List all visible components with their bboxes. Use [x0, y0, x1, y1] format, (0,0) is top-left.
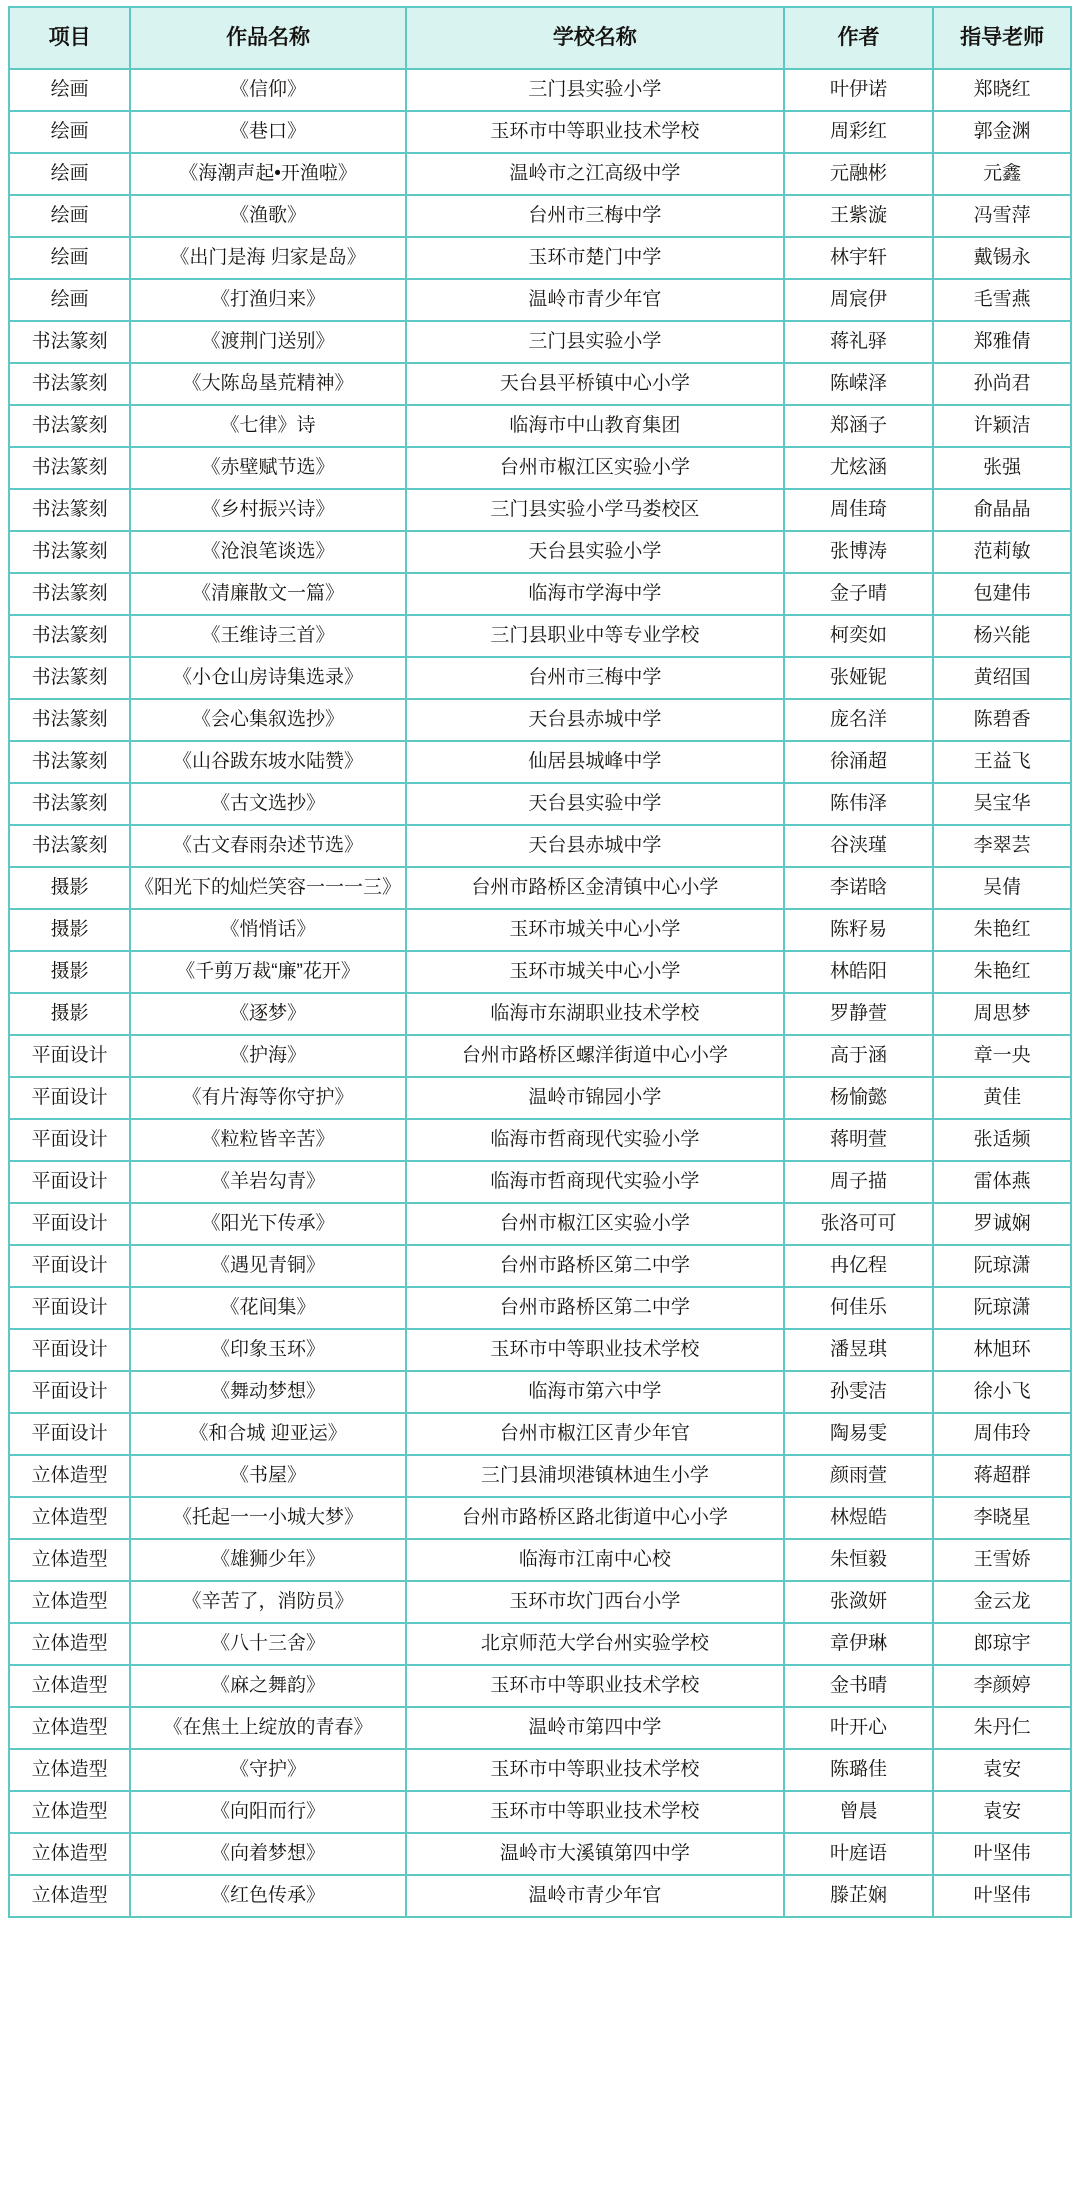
cell-work-title: 《羊岩勾青》 [130, 1161, 405, 1203]
table-row [9, 1875, 1071, 1917]
cell-project: 书法篆刻 [9, 405, 130, 447]
cell-author: 元融彬 [784, 153, 933, 195]
cell-author: 孙雯洁 [784, 1371, 933, 1413]
table-row [9, 321, 1071, 363]
table-row [9, 1455, 1071, 1497]
table-row [9, 237, 1071, 279]
cell-teacher: 袁安 [933, 1791, 1071, 1833]
table-row [9, 993, 1071, 1035]
cell-work-title: 《出门是海 归家是岛》 [130, 237, 405, 279]
cell-author: 蒋明萱 [784, 1119, 933, 1161]
table-row [9, 279, 1071, 321]
cell-school: 玉环市中等职业技术学校 [406, 1791, 784, 1833]
cell-teacher: 朱艳红 [933, 951, 1071, 993]
cell-project: 书法篆刻 [9, 363, 130, 405]
table-row [9, 69, 1071, 111]
cell-author: 陶易雯 [784, 1413, 933, 1455]
cell-teacher: 章一央 [933, 1035, 1071, 1077]
cell-work-title: 《沧浪笔谈选》 [130, 531, 405, 573]
cell-project: 书法篆刻 [9, 531, 130, 573]
cell-teacher: 阮琼潇 [933, 1287, 1071, 1329]
cell-project: 绘画 [9, 195, 130, 237]
cell-work-title: 《阳光下的灿烂笑容一一一三》 [130, 867, 405, 909]
cell-school: 三门县实验小学 [406, 69, 784, 111]
cell-school: 三门县实验小学 [406, 321, 784, 363]
table-row [9, 951, 1071, 993]
cell-project: 摄影 [9, 867, 130, 909]
cell-teacher: 蒋超群 [933, 1455, 1071, 1497]
cell-project: 书法篆刻 [9, 825, 130, 867]
cell-teacher: 元鑫 [933, 153, 1071, 195]
cell-school: 台州市三梅中学 [406, 657, 784, 699]
cell-teacher: 阮琼潇 [933, 1245, 1071, 1287]
cell-author: 陈籽易 [784, 909, 933, 951]
cell-teacher: 吴倩 [933, 867, 1071, 909]
cell-work-title: 《古文选抄》 [130, 783, 405, 825]
cell-project: 平面设计 [9, 1077, 130, 1119]
table-row [9, 573, 1071, 615]
cell-school: 临海市第六中学 [406, 1371, 784, 1413]
cell-author: 陈璐佳 [784, 1749, 933, 1791]
cell-project: 绘画 [9, 69, 130, 111]
cell-work-title: 《会心集叙选抄》 [130, 699, 405, 741]
cell-author: 林煜皓 [784, 1497, 933, 1539]
cell-author: 柯奕如 [784, 615, 933, 657]
table-row [9, 825, 1071, 867]
cell-teacher: 黄佳 [933, 1077, 1071, 1119]
cell-project: 立体造型 [9, 1749, 130, 1791]
cell-author: 张洛可可 [784, 1203, 933, 1245]
cell-work-title: 《信仰》 [130, 69, 405, 111]
cell-work-title: 《和合城 迎亚运》 [130, 1413, 405, 1455]
cell-teacher: 俞晶晶 [933, 489, 1071, 531]
cell-author: 章伊琳 [784, 1623, 933, 1665]
cell-school: 仙居县城峰中学 [406, 741, 784, 783]
cell-school: 温岭市锦园小学 [406, 1077, 784, 1119]
cell-author: 朱恒毅 [784, 1539, 933, 1581]
cell-project: 绘画 [9, 279, 130, 321]
table-row [9, 1707, 1071, 1749]
cell-author: 叶庭语 [784, 1833, 933, 1875]
table-row [9, 1371, 1071, 1413]
cell-school: 台州市三梅中学 [406, 195, 784, 237]
cell-project: 平面设计 [9, 1245, 130, 1287]
cell-school: 天台县平桥镇中心小学 [406, 363, 784, 405]
cell-work-title: 《守护》 [130, 1749, 405, 1791]
table-row [9, 1329, 1071, 1371]
cell-teacher: 李翠芸 [933, 825, 1071, 867]
cell-author: 颜雨萱 [784, 1455, 933, 1497]
cell-work-title: 《花间集》 [130, 1287, 405, 1329]
cell-school: 玉环市坎门西台小学 [406, 1581, 784, 1623]
table-row [9, 111, 1071, 153]
table-row [9, 1665, 1071, 1707]
table-row [9, 615, 1071, 657]
cell-work-title: 《七律》诗 [130, 405, 405, 447]
cell-work-title: 《阳光下传承》 [130, 1203, 405, 1245]
cell-school: 三门县职业中等专业学校 [406, 615, 784, 657]
cell-teacher: 王益飞 [933, 741, 1071, 783]
cell-school: 玉环市城关中心小学 [406, 909, 784, 951]
cell-project: 平面设计 [9, 1287, 130, 1329]
table-row [9, 1245, 1071, 1287]
cell-work-title: 《巷口》 [130, 111, 405, 153]
cell-teacher: 张强 [933, 447, 1071, 489]
cell-author: 林皓阳 [784, 951, 933, 993]
cell-project: 书法篆刻 [9, 573, 130, 615]
cell-school: 临海市哲商现代实验小学 [406, 1119, 784, 1161]
cell-school: 三门县浦坝港镇林迪生小学 [406, 1455, 784, 1497]
cell-school: 台州市椒江区青少年官 [406, 1413, 784, 1455]
cell-work-title: 《八十三舍》 [130, 1623, 405, 1665]
column-header-school: 学校名称 [406, 7, 784, 69]
cell-work-title: 《悄悄话》 [130, 909, 405, 951]
cell-author: 周宸伊 [784, 279, 933, 321]
table-row [9, 1077, 1071, 1119]
cell-teacher: 周伟玲 [933, 1413, 1071, 1455]
cell-teacher: 叶坚伟 [933, 1833, 1071, 1875]
cell-project: 平面设计 [9, 1329, 130, 1371]
cell-project: 书法篆刻 [9, 699, 130, 741]
cell-project: 立体造型 [9, 1707, 130, 1749]
cell-school: 玉环市城关中心小学 [406, 951, 784, 993]
table-row [9, 405, 1071, 447]
cell-author: 曾晨 [784, 1791, 933, 1833]
table-row [9, 909, 1071, 951]
cell-author: 滕芷娴 [784, 1875, 933, 1917]
table-row [9, 363, 1071, 405]
cell-author: 张潋妍 [784, 1581, 933, 1623]
cell-school: 临海市江南中心校 [406, 1539, 784, 1581]
cell-project: 立体造型 [9, 1623, 130, 1665]
cell-teacher: 吴宝华 [933, 783, 1071, 825]
cell-work-title: 《红色传承》 [130, 1875, 405, 1917]
cell-author: 陈嵘泽 [784, 363, 933, 405]
cell-school: 温岭市之江高级中学 [406, 153, 784, 195]
cell-work-title: 《清廉散文一篇》 [130, 573, 405, 615]
cell-work-title: 《辛苦了，消防员》 [130, 1581, 405, 1623]
cell-project: 绘画 [9, 153, 130, 195]
cell-school: 玉环市中等职业技术学校 [406, 1665, 784, 1707]
table-row [9, 867, 1071, 909]
cell-work-title: 《向着梦想》 [130, 1833, 405, 1875]
cell-school: 天台县实验小学 [406, 531, 784, 573]
cell-author: 冉亿程 [784, 1245, 933, 1287]
cell-author: 金书晴 [784, 1665, 933, 1707]
cell-work-title: 《赤壁赋节选》 [130, 447, 405, 489]
cell-work-title: 《小仓山房诗集选录》 [130, 657, 405, 699]
cell-author: 庞名洋 [784, 699, 933, 741]
cell-teacher: 孙尚君 [933, 363, 1071, 405]
table-row [9, 699, 1071, 741]
cell-project: 摄影 [9, 951, 130, 993]
cell-project: 平面设计 [9, 1371, 130, 1413]
cell-project: 平面设计 [9, 1119, 130, 1161]
cell-teacher: 冯雪萍 [933, 195, 1071, 237]
cell-school: 温岭市青少年官 [406, 279, 784, 321]
cell-work-title: 《大陈岛垦荒精神》 [130, 363, 405, 405]
cell-teacher: 张适频 [933, 1119, 1071, 1161]
table-header [9, 7, 1071, 69]
table-row [9, 1119, 1071, 1161]
table-row [9, 1623, 1071, 1665]
column-header-teacher: 指导老师 [933, 7, 1071, 69]
cell-work-title: 《古文春雨杂述节选》 [130, 825, 405, 867]
cell-project: 立体造型 [9, 1875, 130, 1917]
cell-school: 三门县实验小学马娄校区 [406, 489, 784, 531]
cell-project: 绘画 [9, 111, 130, 153]
cell-work-title: 《千剪万裁“廉”花开》 [130, 951, 405, 993]
table-row [9, 1749, 1071, 1791]
table-row [9, 657, 1071, 699]
cell-teacher: 郭金渊 [933, 111, 1071, 153]
cell-author: 叶伊诺 [784, 69, 933, 111]
cell-school: 温岭市青少年官 [406, 1875, 784, 1917]
cell-school: 台州市路桥区第二中学 [406, 1287, 784, 1329]
table-row [9, 153, 1071, 195]
cell-author: 尤炫涵 [784, 447, 933, 489]
cell-author: 罗静萱 [784, 993, 933, 1035]
cell-project: 立体造型 [9, 1497, 130, 1539]
cell-project: 书法篆刻 [9, 783, 130, 825]
cell-author: 何佳乐 [784, 1287, 933, 1329]
table-row [9, 1035, 1071, 1077]
cell-author: 周佳琦 [784, 489, 933, 531]
cell-teacher: 李颜婷 [933, 1665, 1071, 1707]
cell-teacher: 袁安 [933, 1749, 1071, 1791]
cell-project: 平面设计 [9, 1203, 130, 1245]
cell-teacher: 雷体燕 [933, 1161, 1071, 1203]
cell-work-title: 《乡村振兴诗》 [130, 489, 405, 531]
cell-work-title: 《书屋》 [130, 1455, 405, 1497]
award-list-table [8, 6, 1072, 1918]
cell-work-title: 《山谷跋东坡水陆赞》 [130, 741, 405, 783]
table-row [9, 1413, 1071, 1455]
cell-author: 王紫漩 [784, 195, 933, 237]
cell-project: 书法篆刻 [9, 741, 130, 783]
cell-work-title: 《舞动梦想》 [130, 1371, 405, 1413]
cell-school: 临海市中山教育集团 [406, 405, 784, 447]
table-row [9, 741, 1071, 783]
cell-school: 台州市路桥区路北街道中心小学 [406, 1497, 784, 1539]
table-row [9, 1833, 1071, 1875]
cell-work-title: 《在焦土上绽放的青春》 [130, 1707, 405, 1749]
cell-author: 杨愉懿 [784, 1077, 933, 1119]
cell-teacher: 李晓星 [933, 1497, 1071, 1539]
cell-school: 天台县实验中学 [406, 783, 784, 825]
table-row [9, 783, 1071, 825]
cell-teacher: 许颖洁 [933, 405, 1071, 447]
table-row [9, 1581, 1071, 1623]
cell-author: 张娅铌 [784, 657, 933, 699]
cell-project: 平面设计 [9, 1413, 130, 1455]
cell-work-title: 《粒粒皆辛苦》 [130, 1119, 405, 1161]
cell-project: 书法篆刻 [9, 489, 130, 531]
cell-project: 平面设计 [9, 1161, 130, 1203]
cell-author: 潘昱琪 [784, 1329, 933, 1371]
cell-teacher: 郑雅倩 [933, 321, 1071, 363]
cell-teacher: 徐小飞 [933, 1371, 1071, 1413]
table-row [9, 531, 1071, 573]
cell-school: 温岭市第四中学 [406, 1707, 784, 1749]
cell-project: 摄影 [9, 909, 130, 951]
cell-school: 临海市学海中学 [406, 573, 784, 615]
cell-project: 平面设计 [9, 1035, 130, 1077]
cell-teacher: 陈碧香 [933, 699, 1071, 741]
cell-author: 李诺晗 [784, 867, 933, 909]
table-row [9, 1497, 1071, 1539]
cell-work-title: 《海潮声起•开渔啦》 [130, 153, 405, 195]
column-header-work-title: 作品名称 [130, 7, 405, 69]
cell-project: 立体造型 [9, 1665, 130, 1707]
cell-project: 书法篆刻 [9, 657, 130, 699]
cell-project: 立体造型 [9, 1455, 130, 1497]
cell-author: 叶开心 [784, 1707, 933, 1749]
cell-work-title: 《雄狮少年》 [130, 1539, 405, 1581]
cell-school: 台州市路桥区金清镇中心小学 [406, 867, 784, 909]
table-row [9, 489, 1071, 531]
cell-school: 台州市椒江区实验小学 [406, 447, 784, 489]
cell-school: 临海市哲商现代实验小学 [406, 1161, 784, 1203]
table-row [9, 447, 1071, 489]
cell-work-title: 《护海》 [130, 1035, 405, 1077]
cell-teacher: 周思梦 [933, 993, 1071, 1035]
cell-project: 书法篆刻 [9, 321, 130, 363]
cell-school: 台州市路桥区第二中学 [406, 1245, 784, 1287]
cell-author: 谷浃瑾 [784, 825, 933, 867]
cell-teacher: 范莉敏 [933, 531, 1071, 573]
cell-work-title: 《托起一一小城大梦》 [130, 1497, 405, 1539]
cell-project: 立体造型 [9, 1833, 130, 1875]
cell-teacher: 包建伟 [933, 573, 1071, 615]
cell-work-title: 《渔歌》 [130, 195, 405, 237]
cell-work-title: 《麻之舞韵》 [130, 1665, 405, 1707]
cell-project: 立体造型 [9, 1581, 130, 1623]
cell-work-title: 《印象玉环》 [130, 1329, 405, 1371]
cell-author: 周子描 [784, 1161, 933, 1203]
cell-project: 绘画 [9, 237, 130, 279]
table-row [9, 1791, 1071, 1833]
cell-work-title: 《渡荆门送别》 [130, 321, 405, 363]
cell-work-title: 《遇见青铜》 [130, 1245, 405, 1287]
table-row [9, 1287, 1071, 1329]
cell-work-title: 《打渔归来》 [130, 279, 405, 321]
cell-author: 高于涵 [784, 1035, 933, 1077]
table-header-row [9, 7, 1071, 69]
cell-author: 林宇轩 [784, 237, 933, 279]
cell-teacher: 叶坚伟 [933, 1875, 1071, 1917]
cell-project: 立体造型 [9, 1539, 130, 1581]
cell-school: 台州市路桥区螺洋街道中心小学 [406, 1035, 784, 1077]
cell-author: 徐涌超 [784, 741, 933, 783]
cell-teacher: 毛雪燕 [933, 279, 1071, 321]
cell-work-title: 《王维诗三首》 [130, 615, 405, 657]
cell-project: 书法篆刻 [9, 447, 130, 489]
table-row [9, 1203, 1071, 1245]
cell-school: 临海市东湖职业技术学校 [406, 993, 784, 1035]
cell-teacher: 林旭环 [933, 1329, 1071, 1371]
column-header-project: 项目 [9, 7, 130, 69]
cell-author: 周彩红 [784, 111, 933, 153]
cell-project: 立体造型 [9, 1791, 130, 1833]
cell-school: 玉环市中等职业技术学校 [406, 111, 784, 153]
cell-teacher: 郎琼宇 [933, 1623, 1071, 1665]
cell-author: 陈伟泽 [784, 783, 933, 825]
cell-school: 天台县赤城中学 [406, 699, 784, 741]
cell-school: 北京师范大学台州实验学校 [406, 1623, 784, 1665]
cell-school: 玉环市中等职业技术学校 [406, 1329, 784, 1371]
cell-work-title: 《向阳而行》 [130, 1791, 405, 1833]
cell-teacher: 朱艳红 [933, 909, 1071, 951]
cell-project: 书法篆刻 [9, 615, 130, 657]
table-body [9, 69, 1071, 1917]
cell-school: 玉环市中等职业技术学校 [406, 1749, 784, 1791]
table-row [9, 1539, 1071, 1581]
cell-school: 温岭市大溪镇第四中学 [406, 1833, 784, 1875]
cell-project: 摄影 [9, 993, 130, 1035]
cell-author: 金子晴 [784, 573, 933, 615]
cell-teacher: 王雪娇 [933, 1539, 1071, 1581]
table-row [9, 195, 1071, 237]
cell-teacher: 罗诚娴 [933, 1203, 1071, 1245]
cell-teacher: 黄绍国 [933, 657, 1071, 699]
cell-school: 台州市椒江区实验小学 [406, 1203, 784, 1245]
table-row [9, 1161, 1071, 1203]
cell-work-title: 《有片海等你守护》 [130, 1077, 405, 1119]
cell-author: 郑涵子 [784, 405, 933, 447]
cell-teacher: 金云龙 [933, 1581, 1071, 1623]
cell-school: 天台县赤城中学 [406, 825, 784, 867]
cell-school: 玉环市楚门中学 [406, 237, 784, 279]
cell-author: 张博涛 [784, 531, 933, 573]
cell-teacher: 戴锡永 [933, 237, 1071, 279]
cell-work-title: 《逐梦》 [130, 993, 405, 1035]
cell-teacher: 郑晓红 [933, 69, 1071, 111]
cell-teacher: 杨兴能 [933, 615, 1071, 657]
cell-teacher: 朱丹仁 [933, 1707, 1071, 1749]
column-header-author: 作者 [784, 7, 933, 69]
cell-author: 蒋礼驿 [784, 321, 933, 363]
